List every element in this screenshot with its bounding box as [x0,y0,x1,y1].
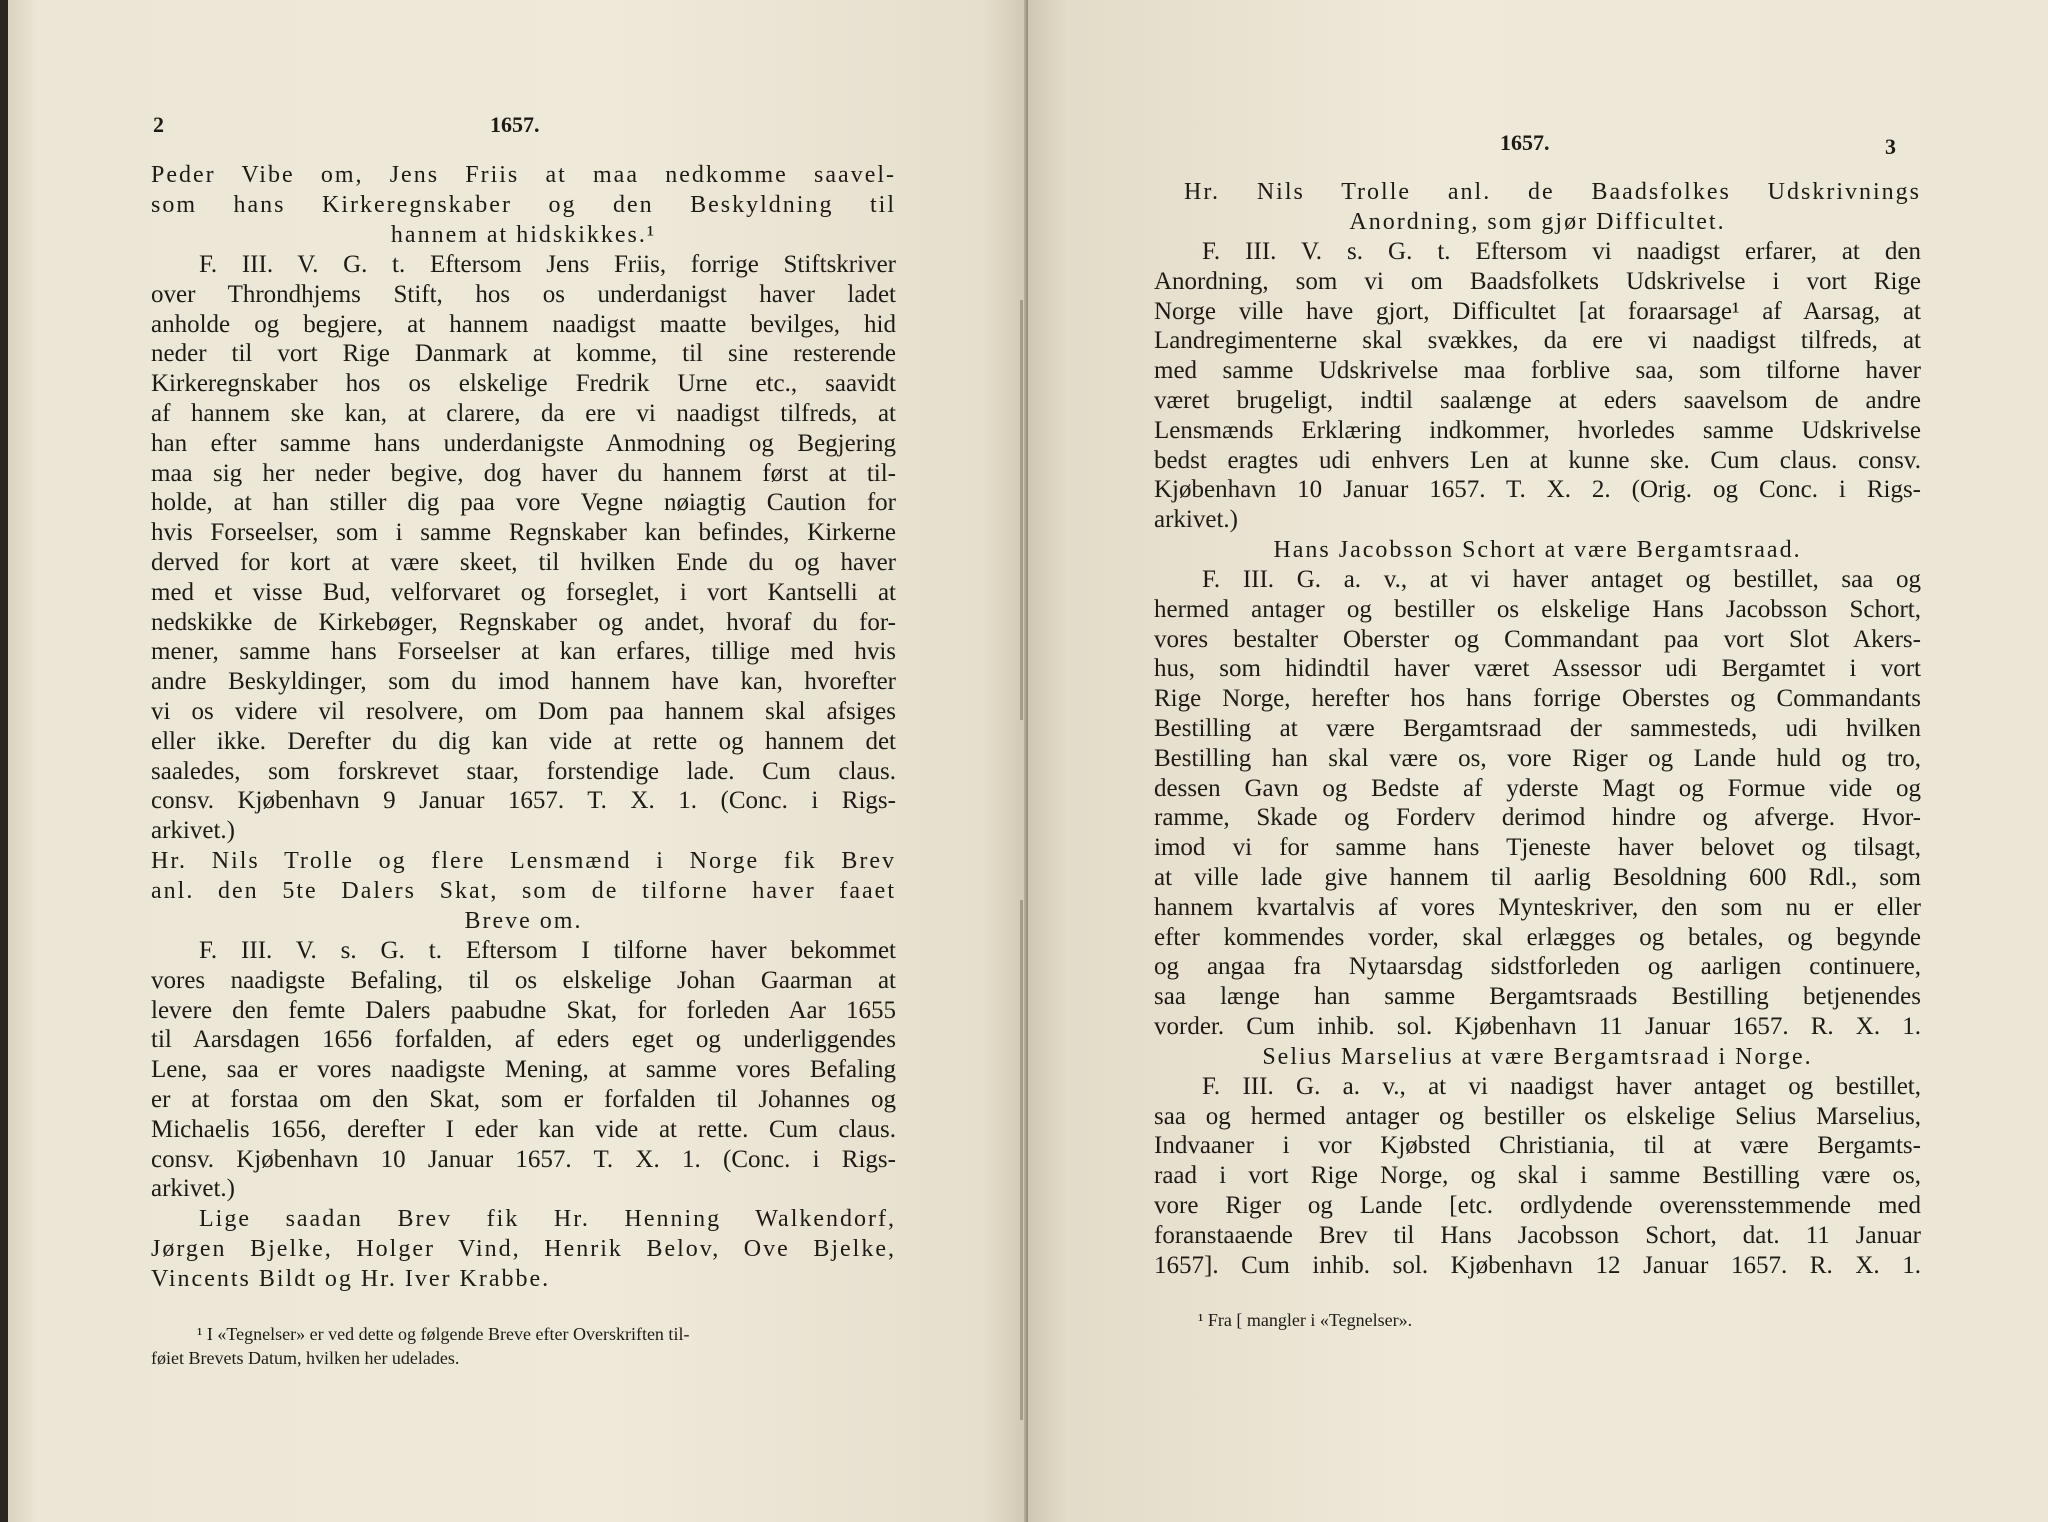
body-line: saa og hermed antager og bestiller os elskelige Selius Marselius, [1154,1102,1921,1130]
entry-body [151,936,896,1204]
footnote [151,1322,896,1370]
body-line: Kjøbenhavn 10 Januar 1657. T. X. 2. (Orig. og Conc. i Rigs- [1154,476,1921,504]
body-line: han efter samme hans underdanigste Anmodning og Begjering [151,429,896,457]
title-line: Selius Marselius at være Bergamtsraad i Norge. [1262,1043,1813,1070]
footnote-line: ¹ Fra [ mangler i «Tegnelser». [1198,1310,1413,1330]
body-line: Lensmænds Erklæring indkommer, hvorledes samme Udskrivelse [1154,416,1921,444]
body-line: hannem kvartalvis af vores Mynteskriver, den som nu er eller [1154,893,1921,921]
body-line: raad i vort Rige Norge, og skal i samme Bestilling være os, [1154,1162,1921,1190]
body-line: af hannem ske kan, at clarere, da ere vi naadigst tilfreds, at [151,399,896,427]
title-line: anl. den 5te Dalers Skat, som de tilforne haver faaet [151,877,896,904]
body-line: Lene, saa er vores naadigste Mening, at samme vores Befaling [151,1056,896,1084]
body-line: Bestilling at være Bergamtsraad der sammesteds, udi hvilken [1154,714,1921,742]
page-number: 3 [1885,134,1896,159]
footnote [1198,1308,1898,1332]
closing-line: Lige saadan Brev fik Hr. Henning Walkendorf, [199,1206,896,1233]
title-line: Breve om. [464,907,583,934]
entry-body [1154,1072,1921,1281]
body-line: med et visse Bud, velforvaret og forseglet, i vort Kantselli at [151,578,896,606]
body-line: med samme Udskrivelse maa forblive saa, som tilforne haver [1154,357,1921,385]
body-line: Bestilling han skal være os, vore Riger og Lande huld og tro, [1154,744,1921,772]
body-line: over Throndhjems Stift, hos os underdanigst haver ladet [151,280,896,308]
body-line: F. III. V. s. G. t. Eftersom I tilforne haver bekommet [199,936,896,964]
body-line: vi os videre vil resolvere, om Dom paa hannem skal afsiges [151,697,896,725]
body-line: vore Riger og Lande [etc. ordlydende overensstemmende med [1154,1191,1921,1219]
body-line: eller ikke. Derefter du dig kan vide at rette og hannem det [151,727,896,755]
title-line: Hans Jacobsson Schort at være Bergamtsraad. [1273,536,1802,563]
title-line: Hr. Nils Trolle og flere Lensmænd i Norge fik Brev [151,847,896,874]
body-line: derved for kort at være skeet, til hvilken Ende du og haver [151,548,896,576]
body-line: holde, at han stiller dig paa vore Vegne nøiagtig Caution for [151,489,896,517]
body-line: vorder. Cum inhib. sol. Kjøbenhavn 11 Januar 1657. R. X. 1. [1154,1012,1921,1040]
body-line: consv. Kjøbenhavn 9 Januar 1657. T. X. 1. (Conc. i Rigs- [151,787,896,815]
body-line: F. III. V. s. G. t. Eftersom vi naadigst erfarer, at den [1202,238,1921,265]
body-line: neder til vort Rige Danmark at komme, til sine resterende [151,340,896,368]
entry-body [1154,237,1921,535]
closing-paragraph [151,1204,896,1294]
body-line: bedst eragtes udi enhvers Len at kunne ske. Cum claus. consv. [1154,446,1921,474]
body-line: Landregimenterne skal svækkes, da ere vi naadigst tilfreds, at [1154,327,1921,355]
body-line: er at forstaa om den Skat, som er forfalden til Johannes og [151,1085,896,1113]
entry-title [1154,535,1921,565]
body-line: foranstaaende Brev til Hans Jacobsson Schort, dat. 11 Januar [1154,1221,1921,1249]
body-line: 1657]. Cum inhib. sol. Kjøbenhavn 12 Januar 1657. R. X. 1. [1154,1251,1921,1279]
left-page [8,0,1028,1522]
body-line: consv. Kjøbenhavn 10 Januar 1657. T. X. 1. (Conc. i Rigs- [151,1145,896,1173]
title-line: Hr. Nils Trolle anl. de Baadsfolkes Udskrivnings [1184,179,1921,205]
footnote-line: føiet Brevets Datum, hvilken her udelades. [151,1348,460,1368]
body-line: maa sig her neder begive, dog haver du hannem først at til- [151,459,896,487]
body-line: og angaa fra Nytaarsdag sidstforleden og aarligen continuere, [1154,953,1921,981]
page-crease [1020,900,1023,1420]
footnote-line: ¹ I «Tegnelser» er ved dette og følgende Breve efter Overskriften til- [197,1324,690,1344]
body-line: at ville lade give hannem til aarlig Besoldning 600 Rdl., som [1154,863,1921,891]
body-line: Anordning, som vi om Baadsfolkets Udskrivelse i vort Rige [1154,267,1921,295]
entry-title [151,160,896,250]
left-text-column [151,160,896,1294]
title-line: hannem at hidskikkes.¹ [390,222,657,248]
body-line: F. III. G. a. v., at vi haver antaget og bestillet, saa og [1202,565,1921,593]
title-line: Anordning, som gjør Difficultet. [1349,209,1726,235]
body-line: F. III. V. G. t. Eftersom Jens Friis, forrige Stiftskriver [199,251,896,278]
body-line: været brugeligt, indtil saalænge at eders saavelsom de andre [1154,386,1921,414]
body-line: ramme, Skade og Forderv derimod hindre og afverge. Hvor- [1154,804,1921,832]
body-line: andre Beskyldinger, som du imod hannem have kan, hvorefter [151,668,896,696]
body-line: nedskikke de Kirkebøger, Regnskaber og andet, hvoraf du for- [151,608,896,636]
closing-line: Jørgen Bjelke, Holger Vind, Henrik Belov, Ove Bjelke, [151,1236,896,1263]
body-line: til Aarsdagen 1656 forfalden, af eders eget og underliggendes [151,1026,896,1054]
body-line: imod vi for samme hans Tjeneste haver belovet og tilsagt, [1154,834,1921,862]
entry-body [151,250,896,846]
body-line: anholde og begjere, at hannem naadigst maatte bevilges, hid [151,310,896,338]
running-head-year: 1657. [1500,130,1550,155]
body-line: vores bestalter Oberster og Commandant paa vort Slot Akers- [1154,625,1921,653]
body-line: dessen Gavn og Bedste af yderste Magt og Formue vide og [1154,774,1921,802]
body-line: Norge ville have gjort, Difficultet [at foraarsage¹ af Aarsag, at [1154,297,1921,325]
body-line: efter kommendes vorder, skal erlægges og betales, og begynde [1154,923,1921,951]
title-line: som hans Kirkeregnskaber og den Beskyldning til [151,192,896,218]
entry-title [151,846,896,936]
entry-title [1154,1042,1921,1072]
body-line: saaledes, som forskrevet staar, forstendige lade. Cum claus. [151,757,896,785]
page-crease [1020,300,1023,720]
body-line: Kirkeregnskaber hos os elskelige Fredrik Urne etc., saavidt [151,370,896,398]
body-line: arkivet.) [151,1175,235,1203]
title-line: Peder Vibe om, Jens Friis at maa nedkomme saavel- [151,162,896,188]
body-line: levere den femte Dalers paabudne Skat, for forleden Aar 1655 [151,996,896,1024]
running-head-year: 1657. [490,112,540,137]
body-line: arkivet.) [1154,506,1238,534]
body-line: Rige Norge, herefter hos hans forrige Oberstes og Commandants [1154,685,1921,713]
right-page [1028,0,2048,1522]
body-line: saa længe han samme Bergamtsraads Bestilling betjenendes [1154,983,1921,1011]
entry-body [1154,565,1921,1042]
entry-title [1154,177,1921,237]
body-line: arkivet.) [151,817,235,845]
right-text-column [1154,177,1921,1280]
body-line: mener, samme hans Forseelser at kan erfares, tillige med hvis [151,638,896,666]
body-line: F. III. G. a. v., at vi naadigst haver antaget og bestillet, [1202,1072,1921,1100]
body-line: vores naadigste Befaling, til os elskelige Johan Gaarman at [151,966,896,994]
body-line: hermed antager og bestiller os elskelige Hans Jacobsson Schort, [1154,595,1921,623]
page-number: 2 [153,112,164,137]
closing-line: Vincents Bildt og Hr. Iver Krabbe. [151,1266,551,1293]
body-line: Indvaaner i vor Kjøbsted Christiania, til at være Bergamts- [1154,1132,1921,1160]
body-line: hus, som hidindtil haver været Assessor udi Bergamtet i vort [1154,655,1921,683]
body-line: hvis Forseelser, som i samme Regnskaber kan befindes, Kirkerne [151,519,896,547]
body-line: Michaelis 1656, derefter I eder kan vide at rette. Cum claus. [151,1115,896,1143]
